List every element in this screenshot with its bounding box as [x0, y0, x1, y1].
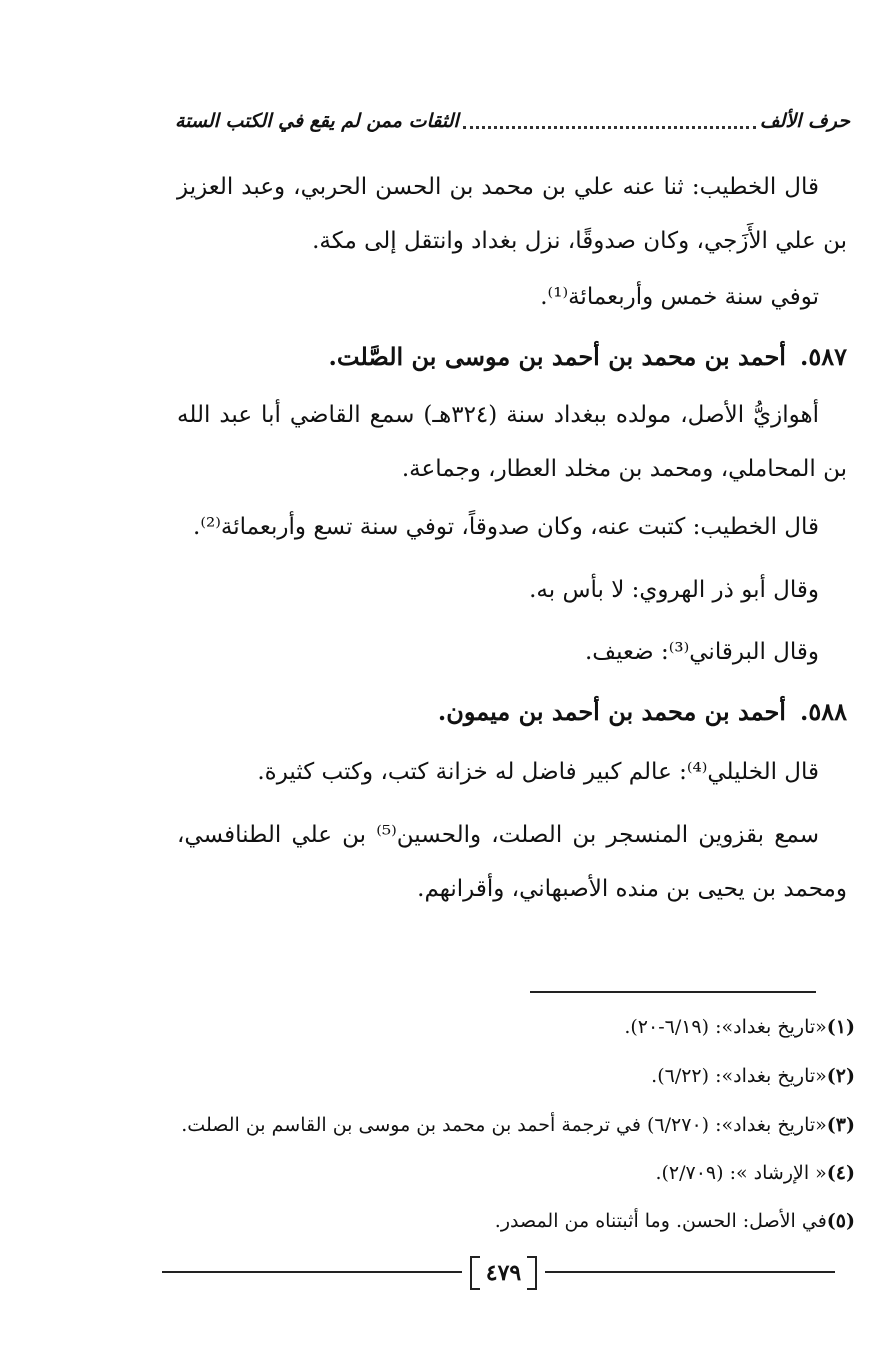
footnote-text: « الإرشاد »: (٢/٧٠٩). — [655, 1162, 827, 1184]
page-number-bracket — [470, 1256, 480, 1290]
footnote-text: «تاريخ بغداد»: (٦/٢٧٠) في ترجمة أحمد بن محمد بن موسى بن القاسم بن الصلت. — [181, 1114, 827, 1136]
entry-heading-588 — [438, 692, 847, 732]
page-number: ٤٧٩ — [485, 1260, 522, 1286]
entry-name: أحمد بن محمد بن أحمد بن موسى بن الصَّلت. — [328, 342, 786, 371]
entry-name: أحمد بن محمد بن أحمد بن ميمون. — [437, 697, 786, 726]
header-leader-dots — [463, 122, 756, 129]
paragraph: قال الخطيب: كتبت عنه، وكان صدوقاً، توفي سنة تسع وأربعمائة⁽²⁾. — [193, 514, 819, 540]
paragraph: سمع بقزوين المنسجر بن الصلت، والحسين⁽⁵⁾ بن علي الطنافسي، ومحمد بن يحيى بن منده الأصبهاني، وأقرانهم. — [177, 822, 847, 902]
footnote — [655, 1158, 855, 1188]
running-header — [175, 104, 850, 138]
footnote-separator — [530, 991, 816, 993]
footnote — [495, 1206, 855, 1236]
footnote-number: (٣) — [826, 1114, 855, 1136]
footer-rule — [162, 1271, 462, 1273]
footnote-text: في الأصل: الحسن. وما أثبتناه من المصدر. — [494, 1210, 827, 1232]
footnote — [651, 1061, 855, 1091]
footnote — [181, 1110, 855, 1140]
entry-heading-587 — [329, 337, 847, 377]
entry-number: ٥٨٨. — [799, 697, 847, 726]
footnote-number: (١) — [826, 1016, 855, 1038]
paragraph: وقال البرقاني⁽³⁾: ضعيف. — [584, 639, 819, 665]
book-title: الثقات ممن لم يقع في الكتب الستة — [175, 110, 459, 132]
entry-number: ٥٨٧. — [799, 342, 847, 371]
paragraph: وقال أبو ذر الهروي: لا بأس به. — [529, 577, 819, 603]
footnote-number: (٢) — [826, 1065, 855, 1087]
paragraph: أهوازيُّ الأصل، مولده ببغداد سنة (٣٢٤هـ) سمع القاضي أبا عبد الله بن المحاملي، ومحمد بن مخلد العطار، وجماعة. — [177, 402, 847, 482]
paragraph: قال الخليلي⁽⁴⁾: عالم كبير فاضل له خزانة كتب، وكتب كثيرة. — [257, 759, 819, 785]
footnote — [624, 1012, 855, 1042]
footnote-text: «تاريخ بغداد»: (٦/٢٢). — [651, 1065, 827, 1087]
paragraph: توفي سنة خمس وأربعمائة⁽¹⁾. — [540, 284, 819, 310]
footnote-text: «تاريخ بغداد»: (٦/١٩-٢٠). — [624, 1016, 827, 1038]
footnote-number: (٥) — [826, 1210, 855, 1232]
footer-rule — [545, 1271, 835, 1273]
paragraph: قال الخطيب: ثنا عنه علي بن محمد بن الحسن الحربي، وعبد العزيز بن علي الأَزَجي، وكان صدوقًا، نزل بغداد وانتقل إلى مكة. — [177, 174, 847, 254]
page-number-bracket — [527, 1256, 537, 1290]
chapter-title: حرف الألف — [759, 110, 850, 132]
footnote-number: (٤) — [826, 1162, 855, 1184]
page-number-box — [462, 1255, 545, 1291]
